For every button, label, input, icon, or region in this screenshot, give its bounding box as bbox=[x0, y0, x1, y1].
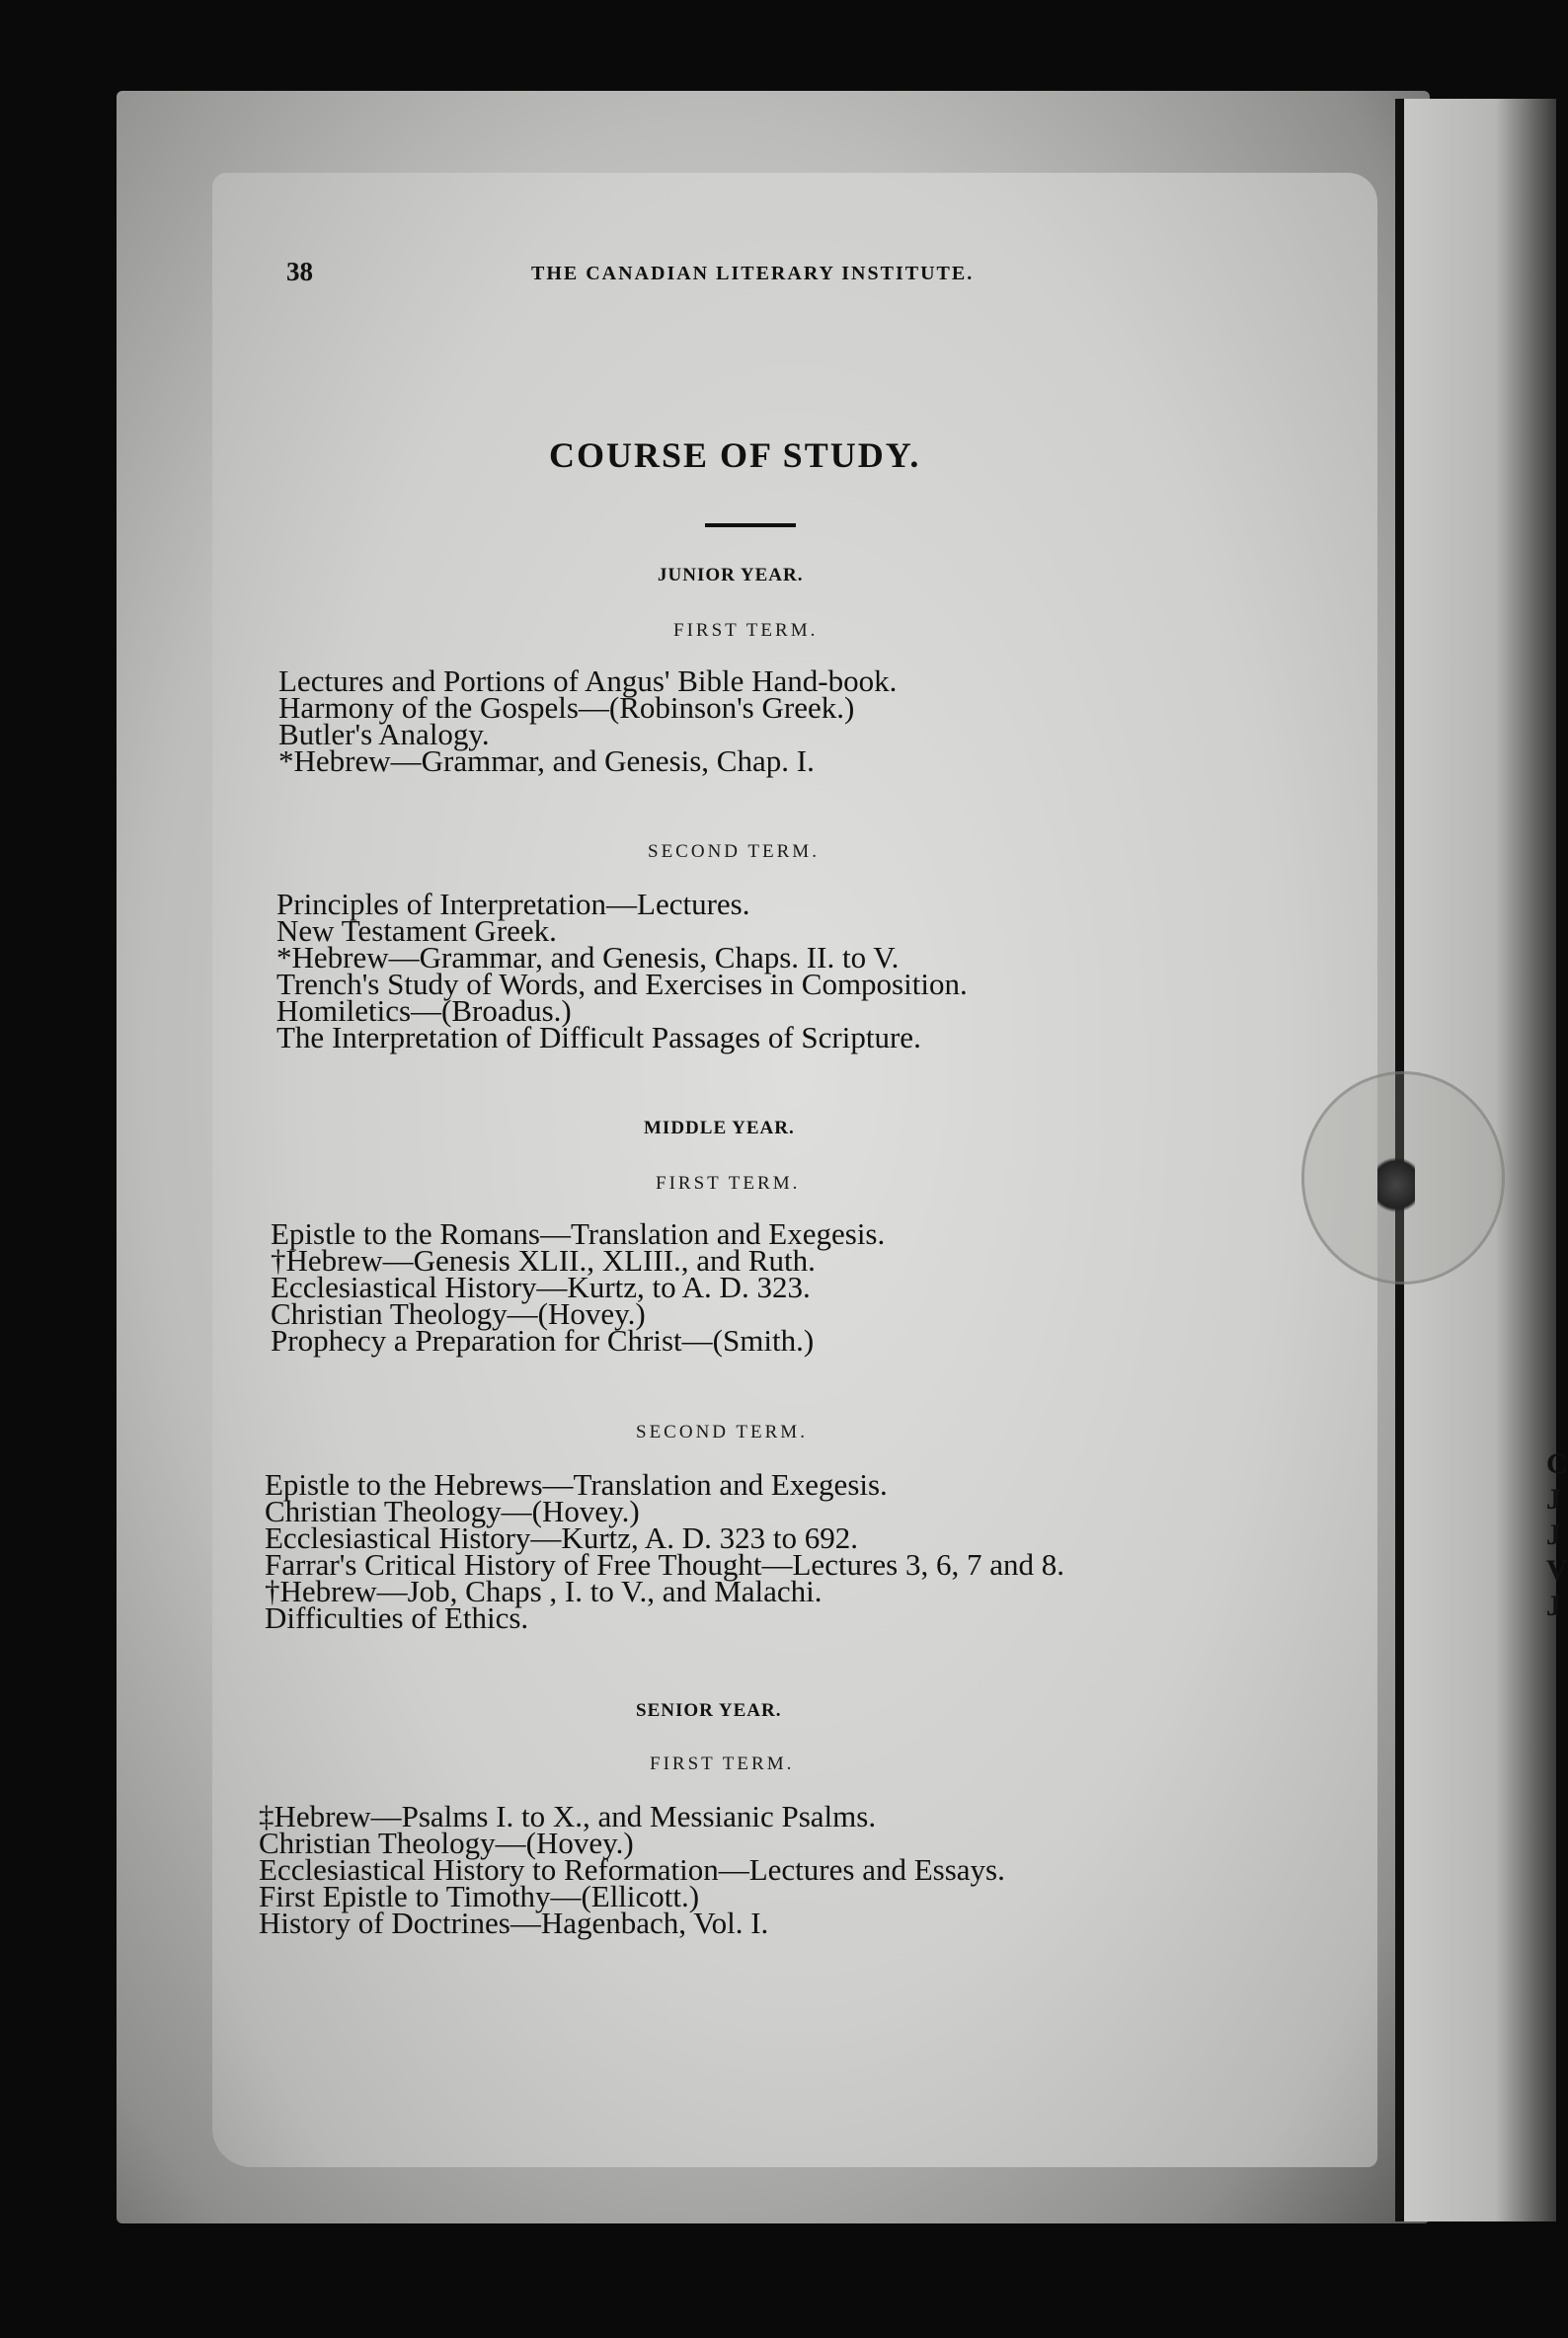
list-item: *Hebrew—Grammar, and Genesis, Chaps. II. to V. bbox=[276, 940, 900, 974]
middle-year-heading: MIDDLE YEAR. bbox=[644, 1118, 795, 1138]
middle-first-term-heading: FIRST TERM. bbox=[656, 1173, 801, 1194]
list-item: Trench's Study of Words, and Exercises in Composition. bbox=[276, 967, 968, 1001]
list-item: *Hebrew—Grammar, and Genesis, Chap. I. bbox=[278, 743, 815, 778]
edge-letter: V bbox=[1546, 1554, 1568, 1587]
list-item: Ecclesiastical History—Kurtz, A. D. 323 to 692. bbox=[265, 1520, 858, 1555]
list-item: Principles of Interpretation—Lectures. bbox=[276, 887, 750, 921]
edge-letter: C bbox=[1546, 1447, 1568, 1480]
binding-thread bbox=[1377, 1150, 1415, 1219]
junior-first-term-list bbox=[278, 663, 898, 778]
facing-page-letters bbox=[1546, 1446, 1568, 1624]
senior-first-term-list bbox=[259, 1799, 1005, 1940]
list-item: Difficulties of Ethics. bbox=[265, 1600, 529, 1635]
title-rule bbox=[705, 523, 796, 527]
junior-second-term-list bbox=[276, 887, 968, 1054]
list-item: ‡Hebrew—Psalms I. to X., and Messianic Psalms. bbox=[259, 1799, 877, 1833]
list-item: Prophecy a Preparation for Christ—(Smith.) bbox=[271, 1323, 815, 1358]
list-item: Butler's Analogy. bbox=[278, 717, 490, 751]
edge-letter: J bbox=[1546, 1519, 1561, 1551]
list-item: History of Doctrines—Hagenbach, Vol. I. bbox=[259, 1906, 769, 1940]
list-item: Harmony of the Gospels—(Robinson's Greek.) bbox=[278, 690, 855, 725]
list-item: Lectures and Portions of Angus' Bible Hand-book. bbox=[278, 663, 898, 698]
junior-first-term-heading: FIRST TERM. bbox=[673, 620, 819, 641]
senior-first-term-heading: FIRST TERM. bbox=[650, 1754, 795, 1774]
list-item: †Hebrew—Job, Chaps , I. to V., and Malachi. bbox=[265, 1574, 823, 1608]
list-item: Christian Theology—(Hovey.) bbox=[265, 1494, 640, 1528]
junior-second-term-heading: SECOND TERM. bbox=[648, 841, 820, 862]
junior-year-heading: JUNIOR YEAR. bbox=[658, 565, 804, 585]
middle-second-term-list bbox=[265, 1467, 1064, 1635]
running-header bbox=[286, 257, 997, 296]
page-title: COURSE OF STUDY. bbox=[549, 435, 921, 475]
senior-year-heading: SENIOR YEAR. bbox=[636, 1700, 782, 1721]
list-item: Christian Theology—(Hovey.) bbox=[259, 1826, 634, 1860]
page-number: 38 bbox=[286, 257, 313, 286]
edge-letter: J bbox=[1546, 1483, 1561, 1516]
list-item: Epistle to the Romans—Translation and Exegesis. bbox=[271, 1216, 886, 1251]
list-item: First Epistle to Timothy—(Ellicott.) bbox=[259, 1879, 700, 1913]
middle-second-term-heading: SECOND TERM. bbox=[636, 1422, 808, 1442]
middle-first-term-list bbox=[271, 1216, 886, 1358]
list-item: Ecclesiastical History—Kurtz, to A. D. 323. bbox=[271, 1270, 811, 1304]
list-item: Christian Theology—(Hovey.) bbox=[271, 1296, 646, 1331]
edge-letter: J bbox=[1546, 1590, 1561, 1622]
list-item: Epistle to the Hebrews—Translation and Exegesis. bbox=[265, 1467, 888, 1502]
running-title: THE CANADIAN LITERARY INSTITUTE. bbox=[531, 263, 975, 284]
list-item: Homiletics—(Broadus.) bbox=[276, 993, 572, 1028]
list-item: Farrar's Critical History of Free Thought—Lectures 3, 6, 7 and 8. bbox=[265, 1547, 1064, 1582]
list-item: The Interpretation of Difficult Passages of Scripture. bbox=[276, 1020, 921, 1054]
list-item: †Hebrew—Genesis XLII., XLIII., and Ruth. bbox=[271, 1243, 816, 1278]
list-item: New Testament Greek. bbox=[276, 913, 557, 948]
list-item: Ecclesiastical History to Reformation—Lectures and Essays. bbox=[259, 1852, 1005, 1887]
